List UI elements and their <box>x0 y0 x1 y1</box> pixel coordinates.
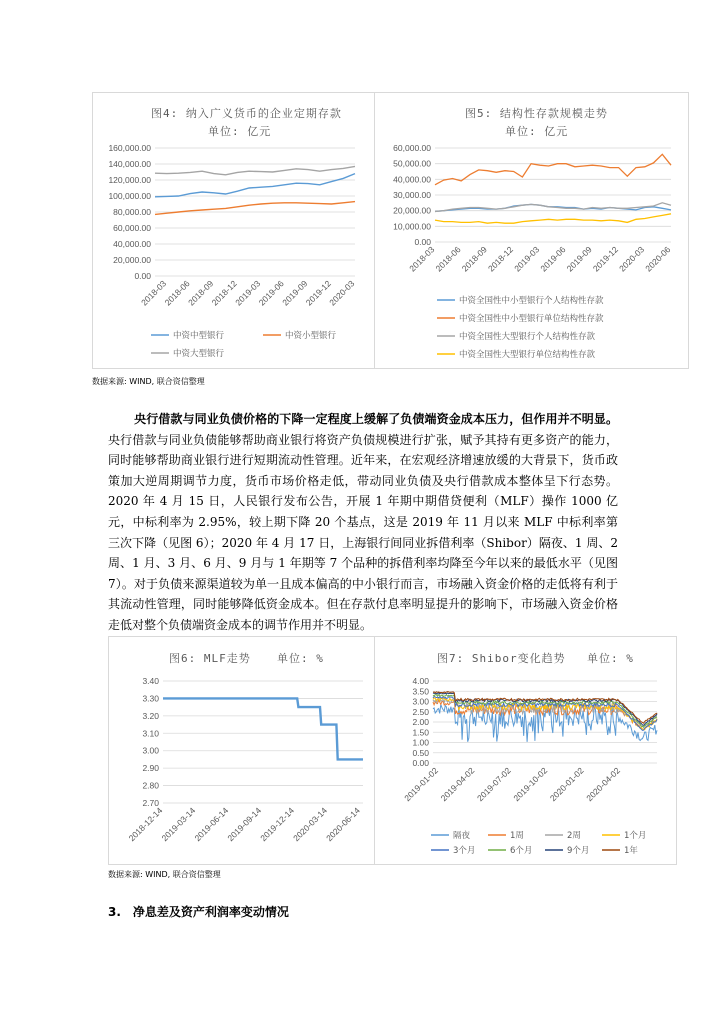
legend-label: 1年 <box>624 846 638 856</box>
y-tick-label: 60,000.00 <box>113 223 151 233</box>
y-tick-label: 100,000.00 <box>108 191 151 201</box>
y-tick-label: 30,000.00 <box>393 190 431 200</box>
x-tick-label: 2018-06 <box>433 244 463 274</box>
x-tick-label: 2019-12 <box>590 244 620 274</box>
x-tick-label: 2019-03-14 <box>159 805 198 844</box>
x-tick-label: 2019-03 <box>233 278 263 308</box>
legend-label: 9个月 <box>567 846 590 856</box>
chart4-title: 图4: 纳入广义货币的企业定期存款 <box>151 107 342 120</box>
chart6-panel <box>108 636 375 865</box>
x-tick-label: 2020-03-14 <box>291 805 329 844</box>
x-tick-label: 2020-01-02 <box>547 765 586 804</box>
chart7-title: 图7: Shibor变化趋势 <box>437 652 566 665</box>
legend-label: 6个月 <box>510 846 533 856</box>
x-tick-label: 2020-03 <box>327 278 357 308</box>
y-tick-label: 0.50 <box>412 747 429 758</box>
legend-label: 1个月 <box>624 831 647 841</box>
y-tick-label: 0.00 <box>414 237 431 247</box>
chart4-svg <box>93 93 374 368</box>
y-tick-label: 2.70 <box>142 798 159 808</box>
x-tick-label: 2019-06 <box>538 244 568 274</box>
chart5-svg <box>375 93 688 368</box>
x-tick-label: 2018-12-14 <box>126 805 165 844</box>
chart4-panel <box>92 92 375 369</box>
y-tick-label: 80,000.00 <box>113 207 151 217</box>
y-tick-label: 3.50 <box>412 686 429 697</box>
y-tick-label: 4.00 <box>412 676 429 686</box>
x-tick-label: 2020-03 <box>617 244 647 274</box>
y-tick-label: 20,000.00 <box>393 205 431 216</box>
x-tick-label: 2019-09 <box>564 244 594 274</box>
x-tick-label: 2019-03 <box>512 244 542 274</box>
y-tick-label: 1.00 <box>412 737 429 748</box>
series-line-中资全国性中小型银行单位结构性存款 <box>435 154 671 185</box>
x-tick-label: 2020-06-14 <box>324 805 362 844</box>
section-title: 净息差及资产利润率变动情况 <box>132 905 289 919</box>
x-tick-label: 2019-04-02 <box>438 765 477 804</box>
y-tick-label: 0.00 <box>134 271 151 281</box>
x-tick-label: 2018-12 <box>485 244 516 274</box>
series-line-中资中型银行 <box>155 174 355 197</box>
x-tick-label: 2019-10-02 <box>511 765 550 804</box>
x-tick-label: 2018-03 <box>139 278 169 308</box>
y-tick-label: 2.90 <box>142 763 159 774</box>
legend-label: 1周 <box>510 831 524 841</box>
paragraph-lead: 央行借款与同业负债价格的下降一定程度上缓解了负债端资金成本压力，但作用并不明显。 <box>134 412 618 426</box>
legend-label: 中资大型银行 <box>173 349 225 359</box>
y-tick-label: 2.50 <box>412 706 429 717</box>
x-tick-label: 2019-01-02 <box>402 765 441 804</box>
legend-label: 3个月 <box>453 846 476 856</box>
paragraph-body: 央行借款与同业负债能够帮助商业银行将资产负债规模进行扩张，赋予其持有更多资产的能力，同时能够帮助商业银行进行短期流动性管理。近年来，在宏观经济增速放缓的大背景下，货币政策加大逆周期调节力度，货币市场价格走低，带动同业负债及央行借款成本整体呈下行态势。2020 年 4 月 15 日，人民银行发布公告，开展 1 年期中期借贷便利（MLF）操作 1000 亿元，中标利率为 2.95%，较上期下降 20 个基点，这是 2019 年 11 月以来 MLF 中标利率第三次下降（见图 6）；2020 年 4 月 17 日，上海银行间同业拆借利率（Shibor）隔夜、1 周、2 周、1 月、3 月、6 月、9 月与 1 年期等 7 个品种的拆借利率均降至今年以来的最低水平（见图 7）。对于负债来源渠道较为单一且成本偏高的中小银行而言，市场融入资金价格的走低将有利于其流动性管理，同时能够降低资金成本。但在存款付息率明显提升的影响下，市场融入资金价格走低对整个负债端资金成本的调节作用并不明显。 <box>108 432 618 632</box>
chart6-unit: 单位: % <box>277 652 324 665</box>
chart7-panel <box>374 636 677 865</box>
x-tick-label: 2020-06 <box>643 244 673 274</box>
y-tick-label: 1.50 <box>412 727 429 738</box>
y-tick-label: 10,000.00 <box>393 221 431 232</box>
y-tick-label: 20,000.00 <box>113 255 151 265</box>
y-tick-label: 50,000.00 <box>393 158 431 169</box>
x-tick-label: 2019-06-14 <box>192 805 231 844</box>
legend-label: 中资全国性大型银行个人结构性存款 <box>459 332 596 342</box>
y-tick-label: 3.40 <box>142 676 159 686</box>
x-tick-label: 2019-06 <box>256 278 286 308</box>
y-tick-label: 3.20 <box>142 710 159 721</box>
chart6-svg <box>109 637 374 864</box>
x-tick-label: 2020-04-02 <box>584 765 623 804</box>
y-tick-label: 60,000.00 <box>393 143 431 153</box>
x-tick-label: 2018-09 <box>459 244 489 274</box>
chart6-title: 图6: MLF走势 <box>169 652 251 665</box>
x-tick-label: 2018-09 <box>186 278 216 308</box>
source-note-2: 数据来源: WIND, 联合资信整理 <box>108 870 221 879</box>
legend-label: 2周 <box>567 831 581 841</box>
chart5-unit: 单位: 亿元 <box>505 125 569 138</box>
y-tick-label: 140,000.00 <box>108 159 151 169</box>
x-tick-label: 2018-12 <box>209 278 239 308</box>
chart5-panel <box>374 92 689 369</box>
body-paragraph <box>108 409 618 636</box>
chart7-unit: 单位: % <box>587 652 634 665</box>
x-tick-label: 2019-12 <box>303 278 333 308</box>
x-tick-label: 2018-06 <box>162 278 192 308</box>
series-line-MLF <box>163 698 363 759</box>
legend-label: 隔夜 <box>453 831 471 841</box>
legend-label: 中资全国性中小型银行单位结构性存款 <box>459 314 604 324</box>
x-tick-label: 2018-03 <box>407 244 437 274</box>
y-tick-label: 120,000.00 <box>108 175 151 185</box>
legend-label: 中资小型银行 <box>285 331 337 341</box>
y-tick-label: 3.10 <box>142 728 159 739</box>
x-tick-label: 2019-07-02 <box>474 765 513 804</box>
chart7-svg <box>375 637 676 864</box>
y-tick-label: 40,000.00 <box>393 174 431 185</box>
legend-label: 中资全国性大型银行单位结构性存款 <box>459 350 596 360</box>
x-tick-label: 2019-12-14 <box>258 805 297 844</box>
y-tick-label: 40,000.00 <box>113 239 151 249</box>
series-line-中资全国性大型银行单位结构性存款 <box>435 214 671 223</box>
legend-label: 中资中型银行 <box>173 331 225 341</box>
y-tick-label: 3.30 <box>142 693 159 704</box>
x-tick-label: 2019-09-14 <box>225 805 264 844</box>
y-tick-label: 3.00 <box>142 745 159 756</box>
x-tick-label: 2019-09 <box>280 278 310 308</box>
chart4-unit: 单位: 亿元 <box>208 125 272 138</box>
y-tick-label: 160,000.00 <box>108 143 151 153</box>
section-heading <box>108 903 289 920</box>
y-tick-label: 3.00 <box>412 696 429 707</box>
legend-label: 中资全国性中小型银行个人结构性存款 <box>459 296 604 306</box>
chart5-title: 图5: 结构性存款规模走势 <box>465 107 608 120</box>
y-tick-label: 2.00 <box>412 717 429 727</box>
section-number: 3. <box>108 905 121 919</box>
series-line-中资大型银行 <box>155 166 355 174</box>
source-note-1: 数据来源: WIND, 联合资信整理 <box>92 377 205 386</box>
y-tick-label: 0.00 <box>412 758 429 768</box>
series-line-中资小型银行 <box>155 202 355 215</box>
y-tick-label: 2.80 <box>142 780 159 791</box>
